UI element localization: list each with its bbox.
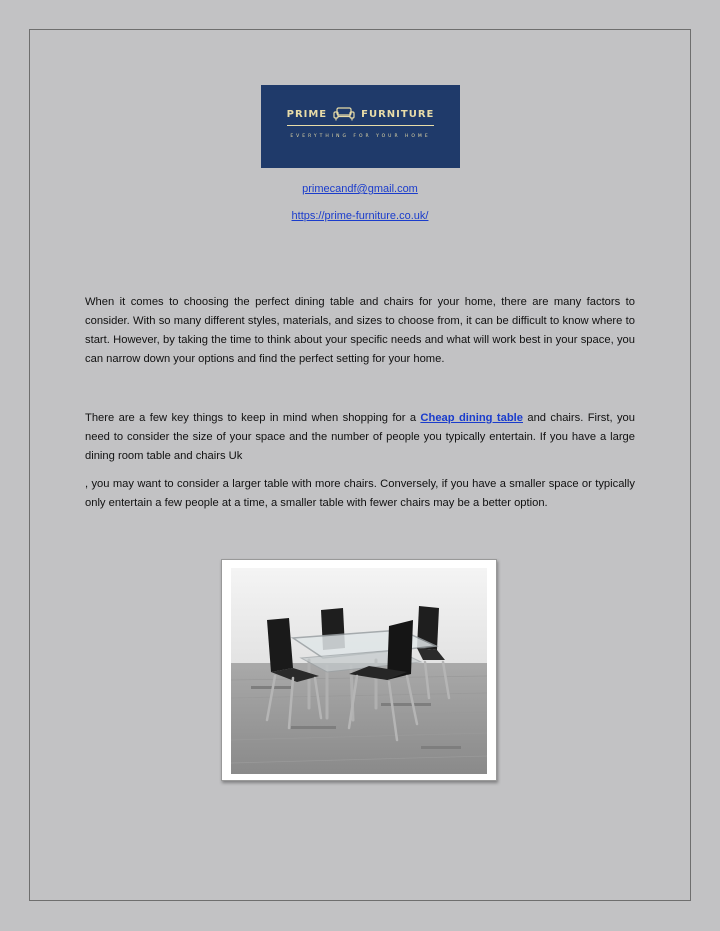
logo-tagline: EVERYTHING FOR YOUR HOME (290, 134, 431, 139)
website-link[interactable]: https://prime-furniture.co.uk/ (291, 210, 429, 222)
dining-table-and-chairs-image (231, 568, 487, 774)
prime-furniture-logo (261, 85, 460, 168)
key-things-paragraph (85, 409, 635, 466)
dining-set-photo-frame (221, 559, 497, 781)
email-link[interactable]: primecandf@gmail.com (302, 183, 418, 195)
sofa-icon (333, 107, 355, 121)
logo-right-word: FURNITURE (361, 108, 435, 120)
logo-left-word: PRIME (286, 108, 328, 120)
document-page (29, 29, 691, 901)
size-advice-paragraph: , you may want to consider a larger table with more chairs. Conversely, if you have a smaller space or typically only entertain a few people at a time, a smaller table with fewer chairs may be a better option. (85, 478, 635, 509)
logo-wordmark (261, 107, 460, 121)
paragraph-text-before-link: There are a few key things to keep in mind when shopping for a (85, 412, 421, 424)
cheap-dining-table-link[interactable]: Cheap dining table (420, 412, 523, 424)
logo-divider (287, 125, 434, 126)
intro-paragraph: When it comes to choosing the perfect dining table and chairs for your home, there are many factors to consider. With so many different styles, materials, and sizes to choose from, it can be difficult to know where to start. However, by taking the time to think about your specific needs and what will work best in your space, you can narrow down your options and find the perfect setting for your home. (85, 296, 635, 365)
paragraph-text-after-link: and chairs. First, you need to consider the size of your space and the number of people you typically entertain. If you have a large dining room table and chairs Uk (85, 412, 635, 462)
